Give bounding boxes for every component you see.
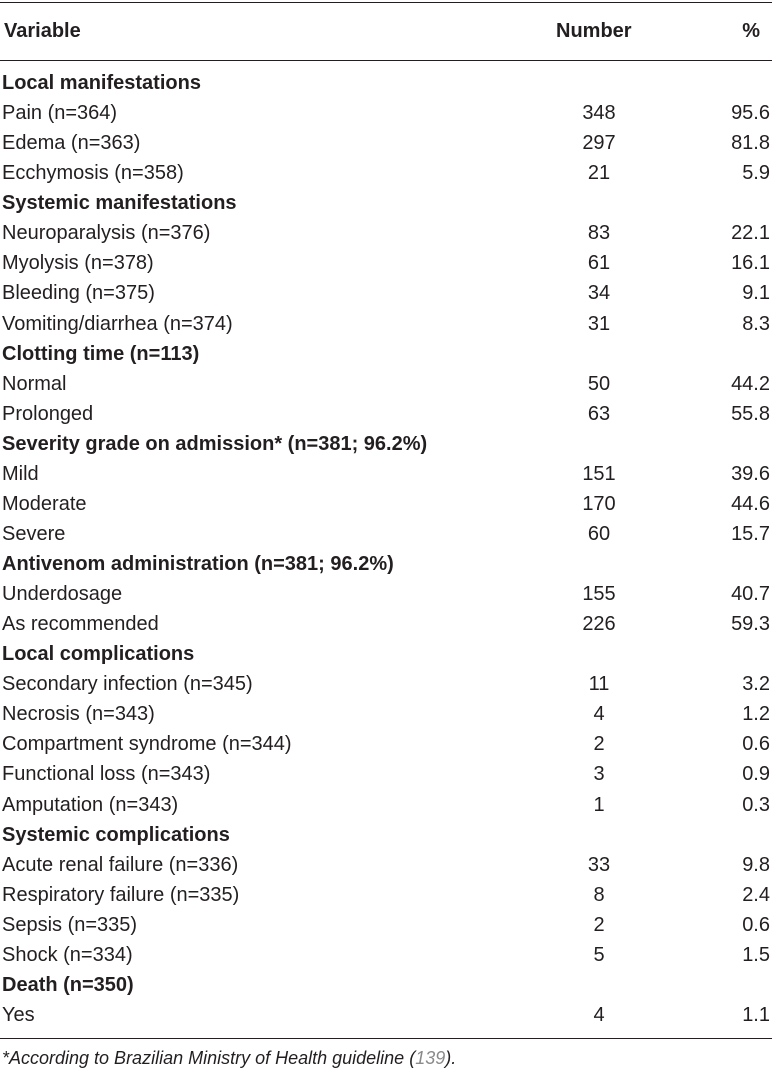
percent-cell: 95.6 [731,102,770,125]
percent-cell: 0.9 [742,763,770,786]
table-row [0,399,772,429]
table-row [0,309,772,339]
table-row [0,699,772,729]
variable-cell: As recommended [2,613,159,636]
number-cell: 4 [593,703,605,726]
variable-cell: Secondary infection (n=345) [2,673,253,696]
table-row [0,519,772,549]
percent-cell: 22.1 [731,222,770,245]
section-label: Local complications [2,643,195,666]
variable-cell: Sepsis (n=335) [2,913,138,936]
variable-cell: Functional loss (n=343) [2,763,211,786]
header-number: Number [556,20,632,42]
number-cell: 4 [593,1003,605,1026]
number-cell: 63 [587,402,611,425]
percent-cell: 0.6 [742,733,770,756]
section-heading-row [0,639,772,669]
percent-cell: 44.6 [731,492,770,515]
table-row [0,609,772,639]
variable-cell: Underdosage [2,583,123,606]
variable-cell: Moderate [2,492,87,515]
section-heading-row [0,339,772,369]
table-body [0,68,772,1030]
number-cell: 2 [593,733,605,756]
variable-cell: Prolonged [2,402,94,425]
table-header [0,3,772,59]
variable-cell: Necrosis (n=343) [2,703,155,726]
section-label: Death (n=350) [2,973,134,996]
table-row [0,248,772,278]
section-heading-row [0,188,772,218]
percent-cell: 1.2 [742,703,770,726]
number-cell: 83 [587,222,611,245]
header-variable: Variable [4,20,81,42]
number-cell: 34 [587,282,611,305]
table-footnote [2,1046,456,1070]
bottom-rule [0,1038,772,1039]
number-cell: 151 [582,462,616,485]
table-row [0,128,772,158]
variable-cell: Normal [2,372,67,395]
number-cell: 348 [582,102,616,125]
variable-cell: Respiratory failure (n=335) [2,883,240,906]
variable-cell: Bleeding (n=375) [2,282,155,305]
variable-cell: Ecchymosis (n=358) [2,162,184,185]
variable-cell: Vomiting/diarrhea (n=374) [2,312,233,335]
variable-cell: Edema (n=363) [2,132,141,155]
percent-cell: 0.3 [742,793,770,816]
section-label: Antivenom administration (n=381; 96.2%) [2,553,394,575]
table-row [0,369,772,399]
number-cell: 5 [593,943,605,966]
footnote-reference-link[interactable]: 139 [415,1048,446,1068]
number-cell: 297 [582,132,616,155]
section-label: Local manifestations [2,72,201,94]
number-cell: 11 [588,673,610,696]
section-heading-row [0,820,772,850]
number-cell: 3 [593,763,605,786]
section-label: Systemic manifestations [2,192,237,215]
number-cell: 50 [587,372,611,395]
header-percent: % [742,20,760,42]
number-cell: 2 [593,913,605,936]
percent-cell: 81.8 [731,132,770,155]
table-row [0,790,772,820]
number-cell: 8 [593,883,605,906]
variable-cell: Pain (n=364) [2,102,118,125]
variable-cell: Severe [2,522,66,545]
table-row [0,1000,772,1030]
number-cell: 226 [582,613,616,636]
percent-cell: 55.8 [731,402,770,425]
table-row [0,729,772,759]
percent-cell: 44.2 [731,372,770,395]
percent-cell: 1.1 [742,1003,770,1026]
percent-cell: 40.7 [731,583,770,606]
variable-cell: Amputation (n=343) [2,793,179,816]
section-label: Systemic complications [2,823,230,846]
percent-cell: 1.5 [742,943,770,966]
number-cell: 1 [593,793,605,816]
variable-cell: Neuroparalysis (n=376) [2,222,211,245]
variable-cell: Yes [2,1003,35,1026]
number-cell: 155 [582,583,616,606]
section-heading-row [0,970,772,1000]
percent-cell: 39.6 [731,462,770,485]
variable-cell: Mild [2,462,39,485]
percent-cell: 59.3 [731,613,770,636]
section-label: Severity grade on admission* (n=381; 96.2%) [2,432,428,455]
table-row [0,579,772,609]
percent-cell: 2.4 [742,883,770,906]
variable-cell: Acute renal failure (n=336) [2,853,239,876]
percent-cell: 3.2 [742,673,770,696]
percent-cell: 0.6 [742,913,770,936]
table-row [0,459,772,489]
header-rule [0,60,772,61]
table-row [0,489,772,519]
section-heading-row [0,549,772,579]
table-row [0,278,772,308]
variable-cell: Myolysis (n=378) [2,252,154,275]
table-row [0,880,772,910]
table-row [0,98,772,128]
percent-cell: 9.1 [742,282,770,305]
number-cell: 170 [582,492,616,515]
number-cell: 60 [587,522,611,545]
percent-cell: 9.8 [742,853,770,876]
table-row [0,218,772,248]
variable-cell: Shock (n=334) [2,943,133,966]
number-cell: 33 [587,853,611,876]
table-row [0,850,772,880]
percent-cell: 5.9 [742,162,770,185]
number-cell: 31 [587,312,611,335]
number-cell: 21 [587,162,611,185]
section-heading-row [0,68,772,98]
footnote-prefix: *According to Brazilian Ministry of Health guideline ( [2,1048,416,1068]
percent-cell: 8.3 [742,312,770,335]
section-heading-row [0,429,772,459]
section-label: Clotting time (n=113) [2,342,200,365]
footnote-suffix: ). [445,1048,457,1068]
table-row [0,910,772,940]
table-row [0,669,772,699]
percent-cell: 15.7 [731,522,770,545]
table-row [0,759,772,789]
table-row [0,940,772,970]
variable-cell: Compartment syndrome (n=344) [2,733,292,756]
table-row [0,158,772,188]
number-cell: 61 [587,252,611,275]
percent-cell: 16.1 [731,252,770,275]
